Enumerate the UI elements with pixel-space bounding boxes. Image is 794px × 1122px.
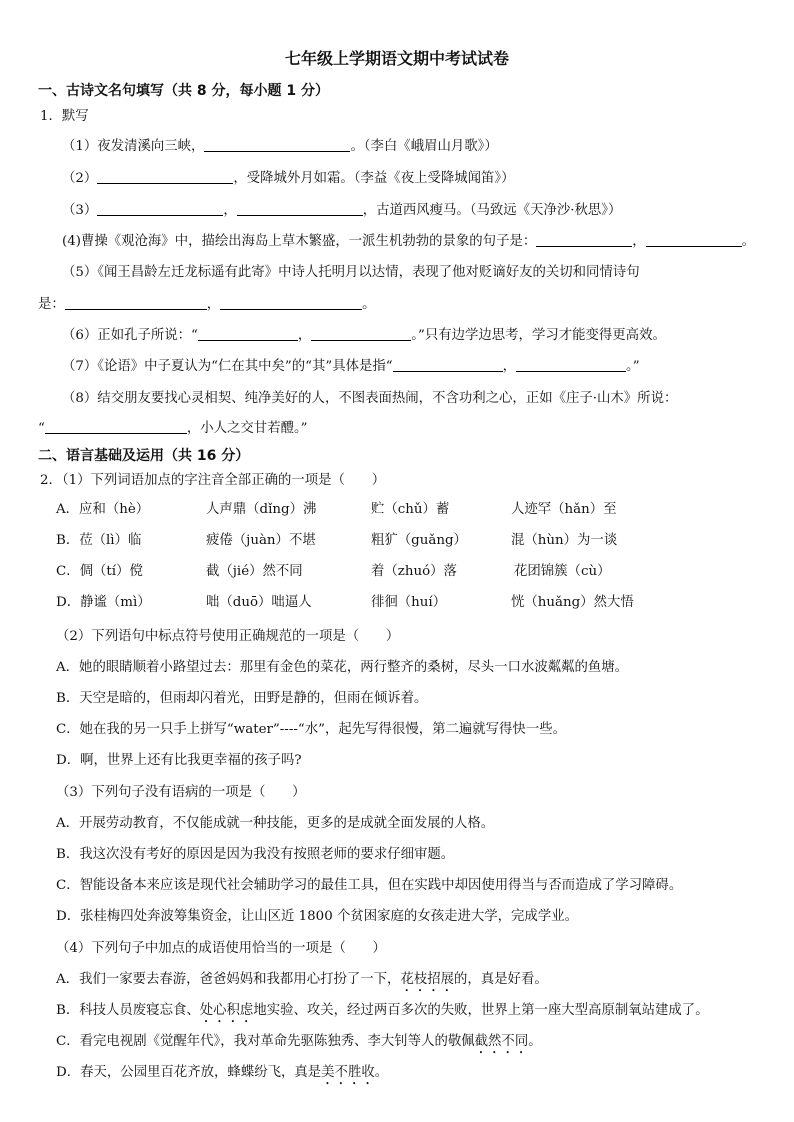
option-c[interactable]: C．智能设备本来应该是现代社会辅助学习的最佳工具，但在实践中却因使用得当与否而造成了学习障碍。 [56, 878, 683, 893]
question-2-part-3: （3）下列句子没有语病的一项是（ ） [56, 785, 306, 800]
dotted-idiom: 美不胜收 [321, 1065, 375, 1080]
answer-blank[interactable] [97, 170, 233, 184]
answer-blank[interactable] [646, 233, 742, 247]
option-b-word-2: 疲倦（juàn）不堪 [206, 533, 316, 548]
answer-blank[interactable] [237, 202, 363, 216]
option-a-row[interactable]: A．应和（hè） [56, 502, 150, 517]
option-a-word-4: 人迹罕（hǎn）至 [511, 502, 617, 517]
dotted-idiom: 截然不同 [474, 1034, 529, 1049]
q1-item-6: （6）正如孔子所说：“ ， 。”只有边学边思考，学习才能变得更高效。 [62, 328, 666, 343]
option-c-word-4: 花团锦簇（cù） [514, 564, 611, 579]
option-b-row[interactable]: B．莅（lì）临 [56, 533, 142, 548]
answer-blank[interactable] [220, 296, 362, 310]
question-1-label: 1．默写 [40, 109, 89, 124]
option-d[interactable]: D．张桂梅四处奔波筹集资金，让山区近 1800 个贫困家庭的女孩走进大学，完成学业。 [56, 909, 578, 924]
section-1-heading: 一、古诗文名句填写（共 8 分，每小题 1 分） [38, 83, 329, 99]
option-d[interactable]: D．啊，世界上还有比我更幸福的孩子吗? [56, 753, 302, 768]
option-d[interactable]: D．春天，公园里百花齐放，蜂蝶纷飞，真是美不胜收。 [56, 1065, 389, 1080]
answer-blank[interactable] [393, 358, 503, 372]
dotted-idiom: 处心积虑 [199, 1003, 254, 1018]
option-a-word-2: 人声鼎（dǐng）沸 [206, 502, 317, 517]
q1-item-5-cont: 是： ， 。 [38, 297, 376, 312]
option-b-word-3: 粗犷（guǎng） [371, 533, 467, 548]
q1-item-5: （5）《闻王昌龄左迁龙标遥有此寄》中诗人托明月以达情，表现了他对贬谪好友的关切和同情诗句 [62, 265, 640, 280]
answer-blank[interactable] [97, 202, 223, 216]
option-c[interactable]: C．她在我的另一只手上拼写“water”----“水”，起先写得很慢，第二遍就写得快一些。 [56, 722, 566, 737]
question-2-part-2: （2）下列语句中标点符号使用正确规范的一项是（ ） [56, 629, 400, 644]
answer-blank[interactable] [311, 327, 411, 341]
option-a[interactable]: A．开展劳动教育，不仅能成就一种技能，更多的是成就全面发展的人格。 [56, 816, 495, 831]
answer-blank[interactable] [516, 358, 626, 372]
option-c-word-3: 着（zhuó）落 [371, 564, 457, 579]
answer-blank[interactable] [204, 138, 350, 152]
option-d-row[interactable]: D．静谧（mì） [56, 595, 151, 610]
option-a[interactable]: A．我们一家要去春游，爸爸妈妈和我都用心打扮了一下，花枝招展的，真是好看。 [56, 972, 548, 987]
option-d-word-2: 咄（duō）咄逼人 [206, 595, 312, 610]
answer-blank[interactable] [198, 327, 298, 341]
option-b[interactable]: B．天空是暗的，但雨却闪着光，田野是静的，但雨在倾诉着。 [56, 691, 428, 706]
option-b[interactable]: B．科技人员废寝忘食、处心积虑地实验、攻关，经过两百多次的失败，世界上第一座大型高原制氧站建成了。 [56, 1003, 709, 1018]
option-b[interactable]: B．我这次没有考好的原因是因为我没有按照老师的要求仔细审题。 [56, 847, 455, 862]
option-a[interactable]: A．她的眼睛顺着小路望过去：那里有金色的菜花，两行整齐的桑树，尽头一口水波粼粼的鱼塘。 [56, 660, 629, 675]
option-c[interactable]: C．看完电视剧《觉醒年代》，我对革命先驱陈独秀、李大钊等人的敬佩截然不同。 [56, 1034, 542, 1049]
option-a-word-3: 贮（chǔ）蓄 [371, 502, 450, 517]
q1-item-7: （7）《论语》中子夏认为“仁在其中矣”的“其”具体是指“ ， 。” [62, 359, 640, 374]
q1-item-8-cont: “ ，小人之交甘若醴。” [38, 421, 308, 436]
answer-blank[interactable] [45, 420, 187, 434]
question-2-part-1: 2．（1）下列词语加点的字注音全部正确的一项是（ ） [40, 473, 386, 488]
q1-item-8: （8）结交朋友要找心灵相契、纯净美好的人，不图表面热闹，不含功利之心，正如《庄子·山木》所说： [62, 391, 678, 406]
q1-item-1: （1）夜发清溪向三峡， 。（李白《峨眉山月歌》） [62, 139, 498, 154]
q1-item-2: （2） ，受降城外月如霜。（李益《夜上受降城闻笛》） [62, 171, 515, 186]
option-c-word-2: 截（jié）然不同 [206, 564, 303, 579]
q1-item-3: （3） ， ，古道西风瘦马。（马致远《天净沙·秋思》） [62, 203, 622, 218]
exam-title: 七年级上学期语文期中考试试卷 [284, 49, 509, 68]
dotted-idiom: 花枝招展 [400, 972, 454, 987]
option-c-row[interactable]: C．倜（tí）傥 [56, 564, 143, 579]
section-2-heading: 二、语言基础及运用（共 16 分） [38, 448, 250, 464]
option-d-word-4: 恍（huǎng）然大悟 [511, 595, 634, 610]
option-b-word-4: 混（hùn）为一谈 [511, 533, 618, 548]
answer-blank[interactable] [536, 233, 632, 247]
question-2-part-4: （4）下列句子中加点的成语使用恰当的一项是（ ） [56, 941, 386, 956]
q1-item-4: (4)曹操《观沧海》中，描绘出海岛上草木繁盛，一派生机勃勃的景象的句子是： ， 。 [62, 234, 756, 249]
option-d-word-3: 徘徊（huí） [371, 595, 447, 610]
answer-blank[interactable] [65, 296, 207, 310]
